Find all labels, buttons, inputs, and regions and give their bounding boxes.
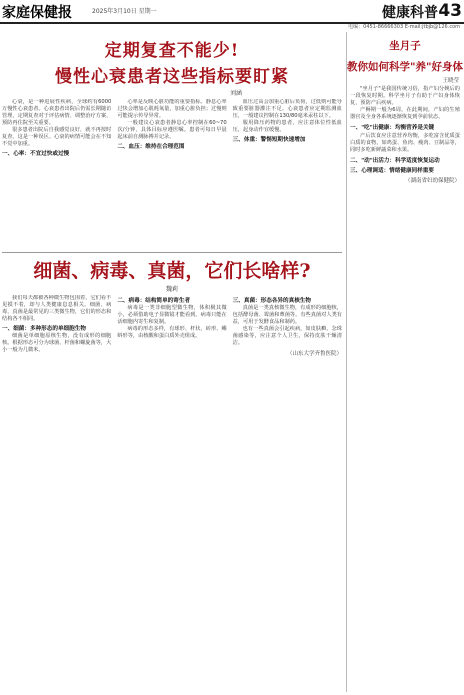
article3-subheading: 一、"吃"出健康：均衡营养是关键 <box>350 125 435 131</box>
article3-byline: 王晓莹 <box>442 78 459 84</box>
right-section <box>346 32 463 692</box>
article1-subheading: 二、血压：维持在合理范围 <box>117 144 185 150</box>
article2-body <box>2 295 342 665</box>
article1-byline: 刘涵 <box>229 90 242 97</box>
masthead-right-title: 健康科普 <box>382 5 438 21</box>
article2-para: 病毒的形态多样，有球形、杆状、砖形、蝌蚪形等，由核酸和蛋白质外壳组成。 <box>117 326 227 339</box>
article1-col2 <box>117 99 226 249</box>
masthead-date: 2025年3月10日 星期一 <box>92 8 157 15</box>
article1-col1 <box>2 99 111 249</box>
article1-col3 <box>233 99 342 249</box>
page-number: 43 <box>438 1 462 21</box>
article2-subheading: 三、真菌：形态各异的真核生物 <box>232 298 311 304</box>
article3-para: 产后饮食应注意营养均衡，多吃富含优质蛋白质的食物，如鸡蛋、鱼肉、瘦肉、豆制品等，同时多吃新鲜蔬菜和水果。 <box>350 133 460 153</box>
article2-para: 也有一些真菌会引起疾病，如皮肤癣、念珠菌感染等，应注意个人卫生，保持皮肤干燥清洁。 <box>232 326 342 346</box>
article2-para: 细菌是单细胞原核生物，没有成形的细胞核。根据形态可分为球菌、杆菌和螺旋菌等，大小一般为几微米。 <box>2 333 112 353</box>
left-section <box>2 32 342 692</box>
article1-para: 服用降压药物的患者，应注意体位性低血压，起身动作宜缓慢。 <box>232 120 342 133</box>
article3-subheading: 二、"动"出活力：科学适度恢复运动 <box>350 158 440 164</box>
article2-col2 <box>117 295 226 665</box>
article1-body <box>2 99 342 249</box>
masthead-left-title: 家庭保健报 <box>2 5 72 21</box>
article3-para: 产褥期一般为6周，在此期间，产妇的生殖器官及全身各系统逐渐恢复到孕前状态。 <box>350 107 460 120</box>
article2-byline: 魏莉 <box>165 286 178 293</box>
article3-subheading: 三、心理调适：情绪健康同样重要 <box>350 168 434 174</box>
masthead <box>0 0 464 24</box>
article2-para: 我们每天都被各种微生物包围着，它们看不见摸不着，却与人类健康息息相关。细菌、病毒、真菌是最常见的三类微生物，它们的形态和结构各不相同。 <box>2 295 112 322</box>
article2-footnote: （山东大学齐鲁医院） <box>286 351 342 357</box>
article1-subheading: 一、心率：不宜过快或过慢 <box>2 151 70 157</box>
article3-title-line2: 教你如何科学"养"好身体 <box>347 61 463 73</box>
section-divider <box>2 252 342 253</box>
article1-para: 心率是反映心脏功能的重要指标。静息心率过快会增加心肌耗氧量，加重心脏负担；过慢则可能提示传导异常。 <box>117 99 227 119</box>
article2-title: 细菌、病毒、真菌，它们长啥样? <box>33 260 311 282</box>
article1-para: 心衰，是一种进展性疾病，全球约有6000万慢性心衰患者。心衰患者出院后仍需长期随访管理，定期复查对于评估病情、调整治疗方案、预防再住院至关重要。 <box>2 99 112 126</box>
article1-para: 很多患者出院后自我感觉良好，就不再按时复查，这是一种误区。心衰的病情可能会在不知不觉中加重。 <box>2 127 112 147</box>
article3-para: "坐月子"是我国传统习俗，指产妇分娩后的一段恢复时期。科学坐月子有助于产妇身体恢复，预防产后疾病。 <box>350 86 460 106</box>
article3-title-line1: 坐月子 <box>389 40 421 52</box>
article1-para: 血压过高会加重心脏后负荷，过低则可能导致重要脏器灌注不足。心衰患者应定期监测血压，一般建议控制在130/80毫米汞柱以下。 <box>232 99 342 119</box>
article3-body <box>347 86 463 184</box>
article2-para: 真菌是一类真核微生物，有成形的细胞核，包括酵母菌、霉菌和蕈菌等。有些真菌对人类有益，可用于发酵食品和制药。 <box>232 305 342 325</box>
article1-para: 一般建议心衰患者静息心率控制在60~70次/分钟，具体目标应遵医嘱。患者可每日早晨起床前自测脉搏并记录。 <box>117 120 227 140</box>
article2-subheading: 一、细菌：多种形态的单细胞生物 <box>2 326 86 332</box>
article1-subheading: 三、体重：警惕短期快速增加 <box>232 137 306 143</box>
editor-line: 电编：0451-86666303 E-mail:jtbjb@126.com <box>348 24 460 30</box>
article1-title-line1: 定期复查不能少! <box>104 41 240 61</box>
article1-title-line2: 慢性心衰患者这些指标要盯紧 <box>55 67 289 87</box>
article3-footnote: （湖南省妇幼保健院） <box>404 178 460 184</box>
article2-col1 <box>2 295 111 665</box>
article2-subheading: 二、病毒：结构简单的寄生者 <box>117 298 191 304</box>
article2-col3 <box>233 295 342 665</box>
article2-para: 病毒是一类非细胞型微生物，体积极其微小，必须借助电子显微镜才能看到。病毒只能在活细胞内寄生和复制。 <box>117 305 227 325</box>
